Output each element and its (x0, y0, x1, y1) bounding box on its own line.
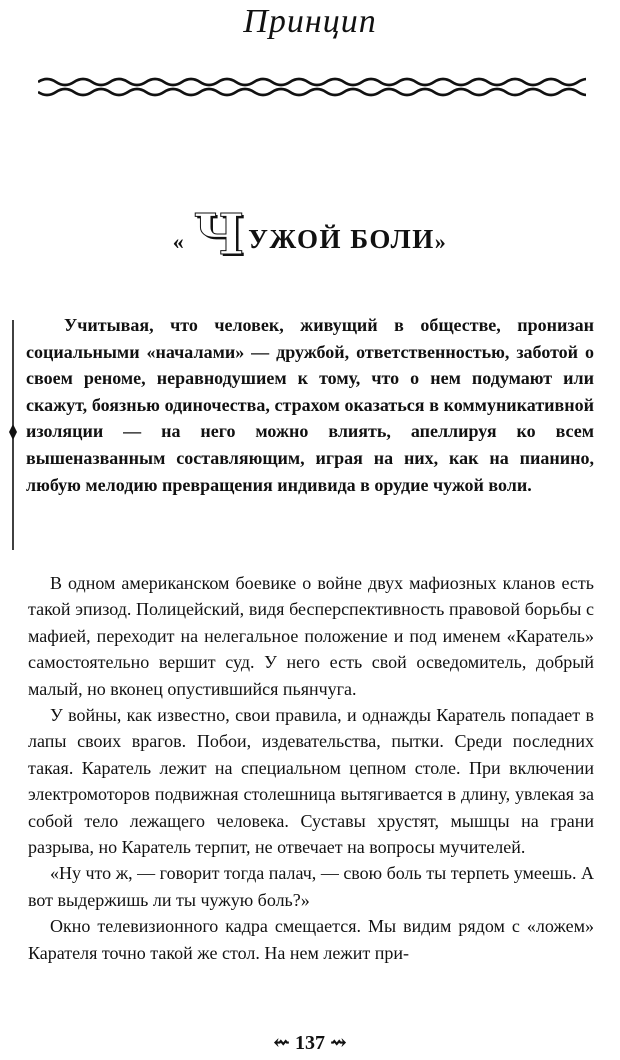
page-number: 137 (295, 1032, 325, 1054)
ornamental-wave-divider (38, 70, 586, 104)
epigraph-side-rule (7, 320, 19, 550)
body-paragraph: У войны, как известно, свои правила, и однажды Каратель попадает в лапы своих врагов. Побои, издевательства, пытки. Среди последних такая. Каратель лежит на специальном цепном столе. При включении электромоторов подвижная столешница вытягивается в длину, увлекая за собой тело лежащего человека. Суставы хрустят, мышцы на грани разрыва, но Каратель терпит, не отвечает на вопросы мучителей. (28, 705, 594, 858)
epigraph (26, 312, 594, 498)
body-paragraph: «Ну что ж, — говорит тогда палач, — свою боль ты терпеть умеешь. А вот выдержишь ли ты чужую боль?» (28, 863, 594, 910)
running-header: Принцип (243, 3, 377, 40)
chapter-title (0, 202, 620, 268)
left-arrow-icon: ⇜ (273, 1032, 290, 1054)
body-text (28, 570, 594, 966)
epigraph-text: Учитывая, что человек, живущий в обществе, пронизан социальными «началами» — дружбой, ответственностью, заботой о своем реноме, неравнодушием к тому, что о нем подумают или скажут, боязнью одиночества, страхом оказаться в коммуникативной изоляции — на него можно влиять, апеллируя ко всем вышеназванным составляющим, играя на них, как на пианино, любую мелодию превращения индивида в орудие чужой воли. (26, 315, 594, 495)
chapter-dropcap: Ч (193, 202, 247, 268)
chapter-title-text: УЖОЙ БОЛИ (248, 224, 435, 254)
chapter-title-open-quote: « (172, 228, 186, 254)
chapter-title-close-quote: » (434, 228, 448, 254)
body-paragraph: В одном американском боевике о войне двух мафиозных кланов есть такой эпизод. Полицейский, видя бесперспективность правовой борьбы с мафией, переходит на нелегальное положение и под именем «Каратель» самостоятельно вершит суд. У него есть свой осведомитель, добрый малый, но вконец опустившийся пьянчуга. (28, 573, 594, 699)
right-arrow-icon: ⇝ (330, 1032, 347, 1054)
body-paragraph: Окно телевизионного кадра смещается. Мы видим рядом с «ложем» Карателя точно такой же стол. На нем лежит при- (28, 916, 594, 963)
page-footer (0, 1030, 620, 1055)
